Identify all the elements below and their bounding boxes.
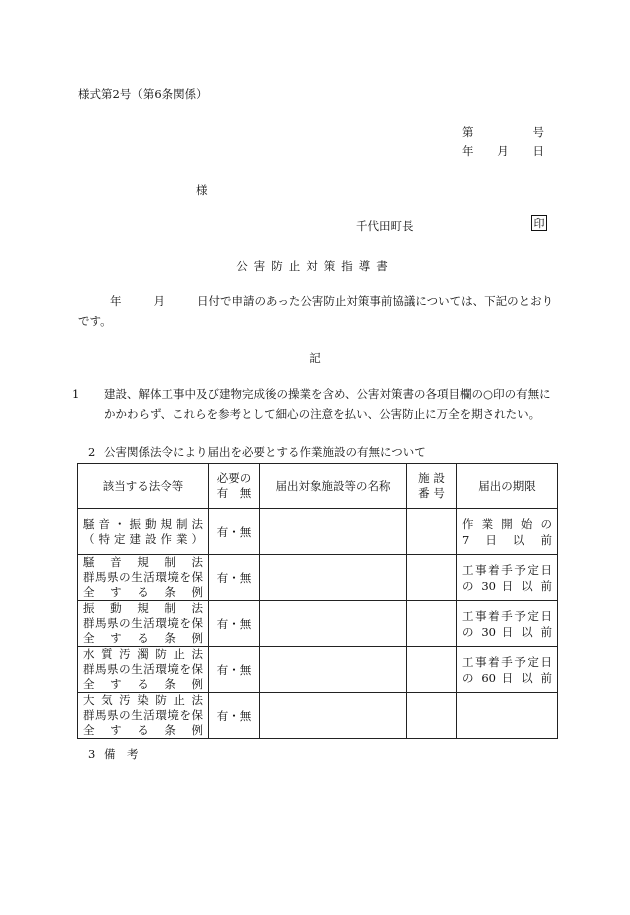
facility-name-cell[interactable]: [260, 601, 407, 647]
header-law: 該当する法令等: [78, 464, 209, 509]
deadline-line: 作業開始の: [462, 516, 552, 531]
item-number: 1: [72, 387, 80, 401]
item-number: 3: [88, 747, 96, 761]
law-cell: [78, 555, 209, 601]
facility-number-cell[interactable]: [407, 601, 457, 647]
law-cell: [78, 601, 209, 647]
ki-heading: 記: [309, 351, 321, 365]
document-number-line: [462, 124, 544, 140]
law-line: 群馬県の生活環境を保: [83, 570, 203, 584]
deadline-line: の 30 日 以 前: [462, 624, 552, 639]
deadline-line: 工事着手予定日: [462, 608, 552, 623]
law-line: 騒音・振動規制法: [83, 516, 203, 531]
table-row: [78, 509, 558, 555]
table-row: [78, 601, 558, 647]
list-item-1: [72, 384, 558, 424]
need-cell[interactable]: 有・無: [209, 647, 260, 693]
law-cell: [78, 509, 209, 555]
law-line: 振動規制法: [83, 601, 203, 615]
body-paragraph: [78, 291, 558, 331]
date-line: [462, 143, 544, 159]
deadline-line: 工事着手予定日: [462, 562, 552, 577]
need-cell[interactable]: 有・無: [209, 509, 260, 555]
number-suffix: 号: [532, 125, 544, 139]
law-line: 全する条例: [83, 585, 203, 599]
issuer-name: 千代田町長: [356, 219, 414, 233]
law-line: 大気汚染防止法: [83, 693, 203, 707]
item-text: 備 考: [104, 747, 139, 761]
law-line: 群馬県の生活環境を保: [83, 616, 203, 630]
body-sentence-2: です。: [78, 314, 112, 328]
page-title: 公害防止対策指導書: [236, 259, 394, 273]
need-cell[interactable]: 有・無: [209, 601, 260, 647]
list-item-2: [88, 442, 426, 462]
form-number: 様式第2号（第6条関係）: [78, 87, 208, 101]
number-prefix: 第: [462, 125, 474, 139]
table-header-row: [78, 464, 558, 509]
need-cell[interactable]: 有・無: [209, 693, 260, 739]
law-line: 群馬県の生活環境を保: [83, 662, 203, 676]
need-cell[interactable]: 有・無: [209, 555, 260, 601]
law-line: 全する条例: [83, 677, 203, 691]
body-year: 年: [110, 294, 122, 308]
table-row: [78, 555, 558, 601]
facility-number-cell[interactable]: [407, 693, 457, 739]
header-deadline: 届出の期限: [457, 464, 558, 509]
deadline-line: 7 日 以 前: [462, 532, 552, 547]
list-item-3: [88, 744, 139, 764]
header-facility-name: 届出対象施設等の名称: [260, 464, 407, 509]
item-text: 建設、解体工事中及び建物完成後の操業を含め、公害対策書の各項目欄の○印の有無にかかわらず、これらを参考として細心の注意を払い、公害防止に万全を期されたい。: [104, 387, 551, 421]
deadline-cell: [457, 647, 558, 693]
facility-number-cell[interactable]: [407, 555, 457, 601]
table-row: [78, 693, 558, 739]
body-sentence-1: 日付で申請のあった公害防止対策事前協議については、下記のとおり: [197, 294, 554, 308]
notification-table: [77, 463, 558, 739]
law-line: （特定建設作業）: [83, 531, 203, 546]
item-text: 公害関係法令により届出を必要とする作業施設の有無について: [104, 445, 426, 459]
facility-number-cell[interactable]: [407, 509, 457, 555]
facility-name-cell[interactable]: [260, 693, 407, 739]
header-facility-number: 施 設 番 号: [407, 464, 457, 509]
date-year: 年: [462, 144, 474, 158]
table-row: [78, 647, 558, 693]
law-cell: [78, 647, 209, 693]
law-line: 水質汚濁防止法: [83, 647, 203, 661]
date-month: 月: [497, 144, 509, 158]
deadline-cell: [457, 555, 558, 601]
deadline-cell: [457, 601, 558, 647]
deadline-cell: [457, 693, 558, 739]
law-cell: [78, 693, 209, 739]
deadline-line: の 30 日 以 前: [462, 578, 552, 593]
law-line: 全する条例: [83, 723, 203, 737]
item-number: 2: [88, 445, 96, 459]
law-line: 騒音規制法: [83, 555, 203, 569]
date-day: 日: [532, 144, 544, 158]
header-need: 必要の 有 無: [209, 464, 260, 509]
body-month: 月: [153, 294, 165, 308]
facility-number-cell[interactable]: [407, 647, 457, 693]
deadline-line: の 60 日 以 前: [462, 670, 552, 685]
seal-mark: 印: [531, 215, 547, 231]
facility-name-cell[interactable]: [260, 647, 407, 693]
facility-name-cell[interactable]: [260, 509, 407, 555]
addressee-suffix: 様: [196, 183, 208, 197]
law-line: 群馬県の生活環境を保: [83, 708, 203, 722]
facility-name-cell[interactable]: [260, 555, 407, 601]
deadline-line: 工事着手予定日: [462, 654, 552, 669]
deadline-cell: [457, 509, 558, 555]
law-line: 全する条例: [83, 631, 203, 645]
